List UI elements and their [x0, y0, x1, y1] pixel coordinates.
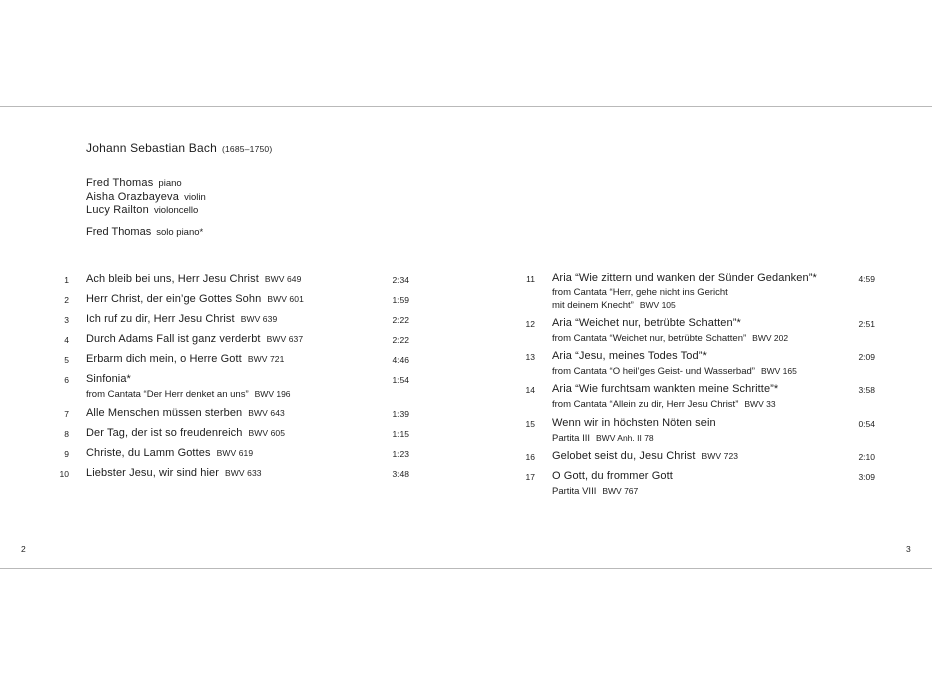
- track-number: 6: [64, 375, 69, 385]
- track-title: [552, 350, 707, 362]
- track-title: [86, 467, 262, 479]
- bwv-number: BWV 637: [266, 334, 304, 344]
- performer-role: violoncello: [153, 205, 199, 216]
- performer-role: piano: [158, 178, 182, 189]
- track-duration: 1:59: [392, 295, 409, 305]
- track-title: [86, 293, 304, 305]
- track-duration: 3:48: [392, 469, 409, 479]
- bwv-number: BWV 633: [225, 468, 262, 478]
- track-subtitle: [552, 299, 676, 312]
- track-title: [86, 353, 284, 365]
- track-subtitle-text: Partita III: [552, 433, 591, 444]
- track-number: 10: [59, 469, 69, 479]
- track-duration: 2:22: [392, 335, 409, 345]
- track-title-text: O Gott, du frommer Gott: [552, 470, 673, 482]
- track-number: 2: [64, 295, 69, 305]
- bwv-number: BWV 619: [216, 448, 254, 458]
- track-title-text: Durch Adams Fall ist ganz verderbt: [86, 333, 261, 345]
- composer-heading: [86, 141, 272, 155]
- bwv-number: BWV 196: [254, 389, 291, 399]
- track-title-text: Sinfonia*: [86, 373, 131, 385]
- track-number: 9: [64, 449, 69, 459]
- performer-name: Lucy Railton: [86, 204, 149, 216]
- track-title: [86, 273, 301, 285]
- track-duration: 0:54: [858, 419, 875, 429]
- track-title-text: Aria “Wie furchtsam wankten meine Schritte”*: [552, 383, 779, 395]
- performer: [86, 177, 206, 191]
- track-title: [86, 373, 131, 385]
- bwv-number: BWV 105: [639, 300, 676, 310]
- track-title-text: Der Tag, der ist so freudenreich: [86, 427, 243, 439]
- track-subtitle-text: mit deinem Knecht”: [552, 300, 634, 311]
- track-title: [86, 407, 285, 419]
- soloist-role: solo piano*: [156, 227, 204, 238]
- track-subtitle: [552, 432, 654, 445]
- track-subtitle: [552, 365, 797, 378]
- performer-name: Fred Thomas: [86, 177, 154, 189]
- track-title-text: Aria “Weichet nur, betrübte Schatten”*: [552, 317, 741, 329]
- track-subtitle: [552, 398, 776, 411]
- track-duration: 2:51: [858, 319, 875, 329]
- track-subtitle-text: from Cantata “Herr, gehe nicht ins Gericht: [552, 287, 728, 298]
- bwv-number: BWV 649: [264, 274, 302, 284]
- track-number: 8: [64, 429, 69, 439]
- bwv-number: BWV Anh. II 78: [596, 433, 654, 443]
- track-duration: 2:10: [858, 452, 875, 462]
- track-subtitle-text: from Cantata “Weichet nur, betrübte Schatten”: [552, 333, 747, 344]
- bwv-number: BWV 643: [248, 408, 285, 418]
- track-number: 1: [64, 275, 69, 285]
- bwv-number: BWV 165: [760, 366, 797, 376]
- track-title-text: Erbarm dich mein, o Herre Gott: [86, 353, 242, 365]
- track-title: [552, 317, 741, 329]
- bwv-number: BWV 767: [602, 486, 639, 496]
- track-subtitle: [86, 388, 291, 401]
- track-title: [86, 447, 253, 459]
- bwv-number: BWV 605: [248, 428, 286, 438]
- track-title: [86, 333, 303, 345]
- track-title: [86, 427, 285, 439]
- track-duration: 1:15: [392, 429, 409, 439]
- track-duration: 2:34: [392, 275, 409, 285]
- composer-name: Johann Sebastian Bach: [86, 141, 217, 155]
- track-subtitle-text: Partita VIII: [552, 486, 597, 497]
- track-duration: 3:58: [858, 385, 875, 395]
- track-title-text: Christe, du Lamm Gottes: [86, 447, 211, 459]
- track-subtitle-text: from Cantata “Der Herr denket an uns”: [86, 389, 249, 400]
- track-number: 14: [525, 385, 535, 395]
- track-number: 11: [526, 274, 535, 284]
- page-number-right: 3: [906, 544, 911, 554]
- track-number: 15: [525, 419, 535, 429]
- track-title: [552, 470, 673, 482]
- track-title: [552, 272, 817, 284]
- track-number: 3: [64, 315, 69, 325]
- track-number: 12: [525, 319, 535, 329]
- track-title: [552, 417, 716, 429]
- performer: [86, 191, 206, 205]
- track-title-text: Ich ruf zu dir, Herr Jesu Christ: [86, 313, 235, 325]
- page-number-left: 2: [21, 544, 26, 554]
- track-number: 13: [525, 352, 535, 362]
- track-duration: 1:39: [392, 409, 409, 419]
- track-number: 5: [64, 355, 69, 365]
- track-title: [552, 450, 738, 462]
- track-subtitle-text: from Cantata “Allein zu dir, Herr Jesu Christ”: [552, 399, 739, 410]
- soloist: [86, 226, 203, 238]
- track-subtitle-text: from Cantata “O heil’ges Geist- und Wasserbad”: [552, 366, 755, 377]
- track-subtitle: [552, 332, 788, 345]
- bwv-number: BWV 33: [744, 399, 776, 409]
- track-title-text: Aria “Wie zittern und wanken der Sünder Gedanken”*: [552, 272, 817, 284]
- track-number: 17: [525, 472, 535, 482]
- soloist-name: Fred Thomas: [86, 226, 152, 238]
- performer-list: [86, 177, 206, 218]
- bwv-number: BWV 721: [247, 354, 285, 364]
- track-number: 4: [64, 335, 69, 345]
- track-duration: 4:46: [392, 355, 409, 365]
- track-duration: 3:09: [858, 472, 875, 482]
- track-number: 16: [525, 452, 535, 462]
- track-number: 7: [64, 409, 69, 419]
- performer: [86, 204, 206, 218]
- track-duration: 2:22: [392, 315, 409, 325]
- bwv-number: BWV 639: [240, 314, 278, 324]
- bwv-number: BWV 202: [752, 333, 789, 343]
- track-subtitle: [552, 485, 638, 498]
- track-title: [552, 383, 778, 395]
- track-title-text: Wenn wir in höchsten Nöten sein: [552, 417, 716, 429]
- track-duration: 1:23: [392, 449, 409, 459]
- track-title: [86, 313, 277, 325]
- track-duration: 2:09: [858, 352, 875, 362]
- bwv-number: BWV 723: [701, 451, 739, 461]
- track-duration: 1:54: [392, 375, 409, 385]
- track-title-text: Liebster Jesu, wir sind hier: [86, 467, 220, 479]
- track-title-text: Gelobet seist du, Jesu Christ: [552, 450, 696, 462]
- track-title-text: Herr Christ, der ein’ge Gottes Sohn: [86, 293, 262, 305]
- track-title-text: Aria “Jesu, meines Todes Tod”*: [552, 350, 707, 362]
- track-subtitle: [552, 287, 728, 299]
- performer-name: Aisha Orazbayeva: [86, 190, 180, 203]
- track-duration: 4:59: [858, 274, 875, 284]
- composer-dates: (1685–1750): [221, 144, 273, 154]
- track-title-text: Ach bleib bei uns, Herr Jesu Christ: [86, 273, 259, 285]
- track-title-text: Alle Menschen müssen sterben: [86, 407, 243, 419]
- bwv-number: BWV 601: [267, 294, 304, 304]
- bottom-rule: [0, 568, 932, 569]
- performer-role: violin: [184, 191, 206, 203]
- top-rule: [0, 106, 932, 107]
